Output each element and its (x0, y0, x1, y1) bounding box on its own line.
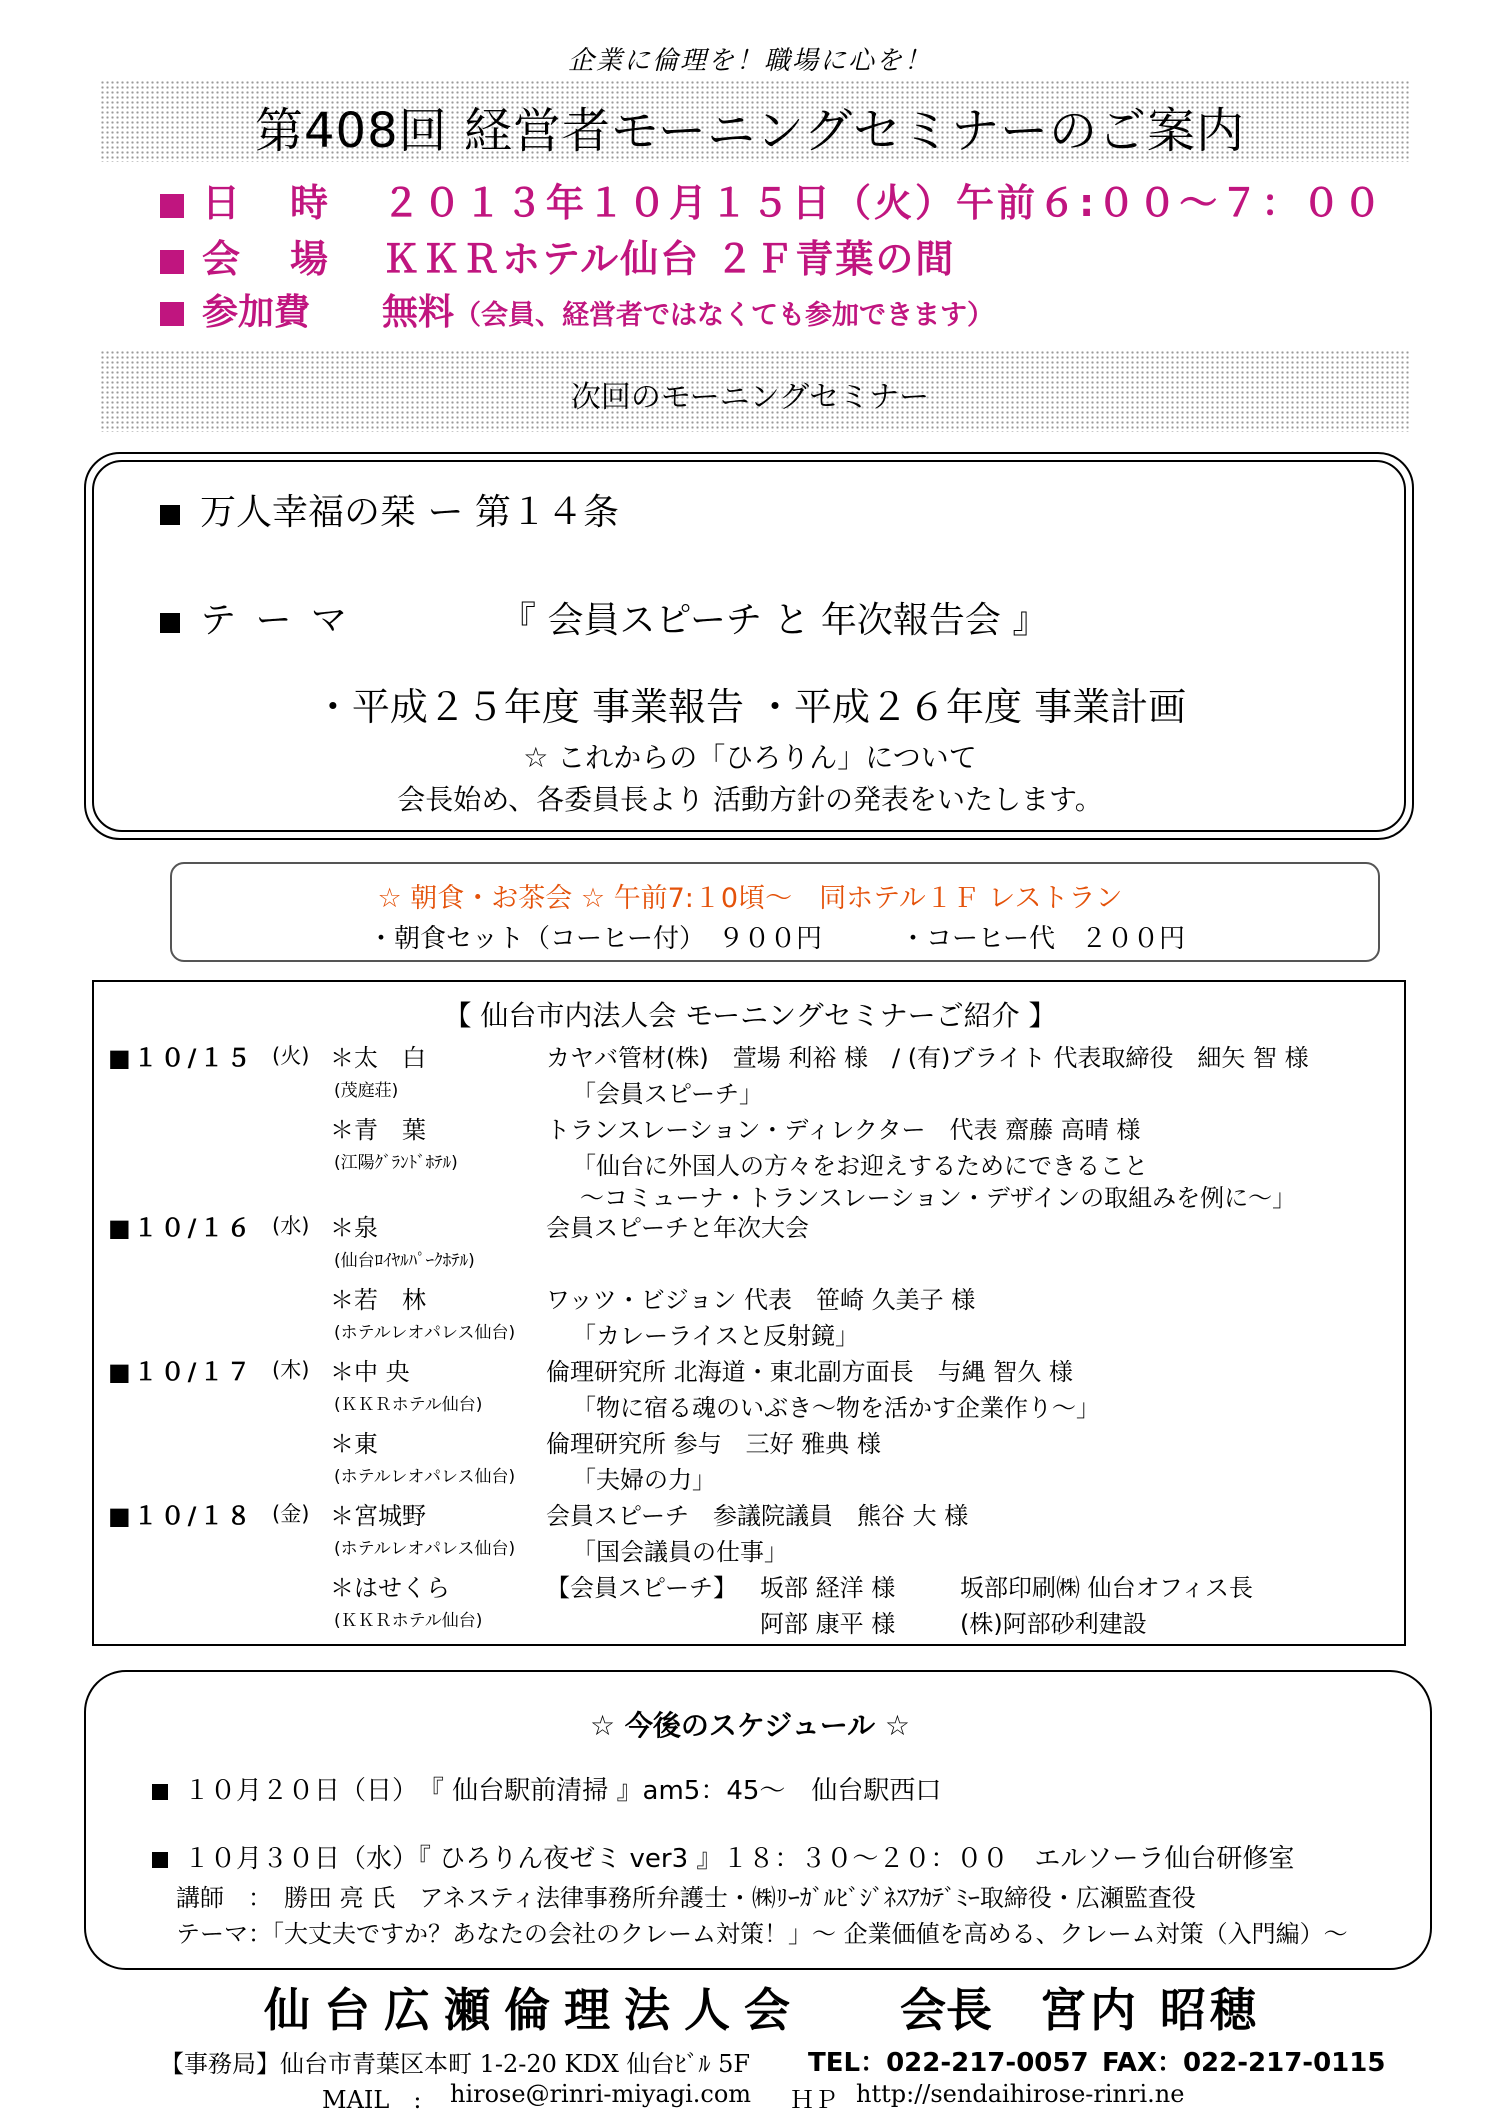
announce-line: 会長始め、各委員長より 活動方針の発表をいたします。 (397, 783, 1103, 816)
bullet-square-icon (160, 194, 184, 218)
schedule-title: ☆ 今後のスケジュール ☆ (589, 1709, 911, 1742)
schedule-item-2: １０月３０日（水）『 ひろりん夜ゼミ ver3 』１８：３０～２０：００ エルソーラ仙台研修室 (152, 1838, 1294, 1875)
seminar-topic: 「国会議員の仕事」 (572, 1538, 788, 1566)
seminar-date: ■１０/１７ (108, 1358, 254, 1386)
bullet-square-icon (152, 1784, 168, 1800)
seminar-speaker: 倫理研究所 北海道・東北副方面長 与縄 智久 様 (546, 1358, 1073, 1386)
seminar-name: ＊東 (330, 1430, 378, 1458)
seminar-topic: 「仙台に外国人の方々をお迎えするためにできること (572, 1152, 1148, 1180)
breakfast-item-set: ・朝食セット（コーヒー付） ９００円 (368, 924, 822, 954)
breakfast-heading: ☆ 朝食・お茶会 ☆ 午前7:１0頃～ 同ホテル１Ｆ レストラン (377, 883, 1123, 914)
reports-line: ・平成２５年度 事業報告 ・平成２６年度 事業計画 (313, 685, 1187, 729)
seminar-speaker: カヤバ管材(株) 萱場 利裕 様 / (有)ブライト 代表取締役 細矢 智 様 (546, 1044, 1309, 1072)
venue-line: 会 場 ＫＫＲホテル仙台 ２Ｆ青葉の間 (160, 228, 955, 283)
hp-label: ＨＰ (790, 2086, 838, 2114)
seminar-topic: 「物に宿る魂のいぶき～物を活かす企業作り～」 (572, 1394, 1100, 1422)
seminar-date: ■１０/１６ (108, 1214, 254, 1242)
speaker-1-org: 坂部印刷㈱ 仙台オフィス長 (960, 1574, 1253, 1602)
seminar-name: ＊宮城野 (330, 1502, 426, 1530)
bullet-square-icon (160, 250, 184, 274)
slogan: 企業に倫理を！職場に心を！ (567, 46, 932, 76)
theme-line: テ ー マ 『 会員スピーチ と 年次報告会 』 (160, 592, 1048, 643)
seminar-weekday: (水) (272, 1214, 310, 1238)
seminar-list-title: 【 仙台市内法人会 モーニングセミナーご紹介 】 (443, 999, 1057, 1032)
schedule-lecturer: 講師 ： 勝田 亮 氏 アネスティ法律事務所弁護士・㈱ﾘｰｶﾞﾙﾋﾞｼﾞﾈｽｱｶﾃﾞﾐｰ取締役・広瀬監査役 (176, 1884, 1196, 1912)
schedule-item-1: １０月２０日（日） 『 仙台駅前清掃 』am5：45～ 仙台駅西口 (152, 1770, 941, 1807)
seminar-speaker: 会員スピーチ 参議院議員 熊谷 大 様 (546, 1502, 969, 1530)
seminar-speaker: ワッツ・ビジョン 代表 笹崎 久美子 様 (546, 1286, 976, 1314)
office-fax: FAX：022-217-0115 (1102, 2048, 1386, 2078)
president-label: 会長 (900, 1983, 992, 2037)
seminar-topic-cont: ～コミューナ・トランスレーション・デザインの取組みを例に～」 (580, 1184, 1297, 1212)
seminar-venue: (ＫＫＲホテル仙台) (334, 1611, 483, 1631)
seminar-name: ＊泉 (330, 1214, 378, 1242)
seminar-weekday: (木) (272, 1358, 310, 1382)
speech-label: 【会員スピーチ】 (546, 1574, 738, 1602)
speaker-1: 坂部 経洋 様 (760, 1574, 896, 1602)
seminar-venue: (江陽ｸﾞﾗﾝﾄﾞﾎﾃﾙ) (334, 1153, 458, 1173)
seminar-topic: 「夫婦の力」 (572, 1466, 716, 1494)
seminar-venue: (ホテルレオパレス仙台) (334, 1323, 516, 1343)
speaker-2-org: (株)阿部砂利建設 (960, 1610, 1147, 1638)
schedule-theme: テーマ：「大丈夫ですか？あなたの会社のクレーム対策！」～ 企業価値を高める、クレーム対策（入門編）～ (176, 1920, 1348, 1948)
seminar-name: ＊青 葉 (330, 1116, 426, 1144)
office-tel: TEL：022-217-0057 (808, 2048, 1089, 2078)
mail-label: MAIL : (322, 2086, 422, 2114)
org-name: 仙台広瀬倫理法人会 (264, 1983, 804, 2037)
seminar-venue: (ＫＫＲホテル仙台) (334, 1395, 483, 1415)
hp-link[interactable]: http://sendaihirose-rinri.ne (856, 2080, 1185, 2108)
seminar-speaker: 倫理研究所 参与 三好 雅典 様 (546, 1430, 881, 1458)
seminar-venue: (仙台ﾛｲﾔﾙﾊﾟｰｸﾎﾃﾙ) (334, 1251, 475, 1271)
next-seminar-heading: 次回のモーニングセミナー (570, 380, 930, 415)
office-address: 【事務局】仙台市青葉区本町 1-2-20 KDX 仙台ﾋﾞﾙ 5F (160, 2050, 750, 2078)
seminar-date: ■１０/１８ (108, 1502, 254, 1530)
bullet-square-icon (160, 505, 180, 525)
page-title: 第408回 経営者モーニングセミナーのご案内 (255, 103, 1245, 159)
seminar-venue: (茂庭荘) (334, 1081, 399, 1101)
seminar-name: ＊若 林 (330, 1286, 426, 1314)
speaker-2: 阿部 康平 様 (760, 1610, 896, 1638)
seminar-venue: (ホテルレオパレス仙台) (334, 1539, 516, 1559)
seminar-weekday: (火) (272, 1044, 310, 1068)
president-name: 宮内 昭穂 (1040, 1983, 1261, 2037)
seminar-name: ＊中 央 (330, 1358, 410, 1386)
seminar-name: ＊はせくら (330, 1574, 450, 1602)
seminar-venue: (ホテルレオパレス仙台) (334, 1467, 516, 1487)
bullet-square-icon (160, 302, 184, 326)
breakfast-item-coffee: ・コーヒー代 ２００円 (900, 924, 1185, 954)
seminar-topic: 「カレーライスと反射鏡」 (572, 1322, 860, 1350)
note-line: ☆ これからの「ひろりん」について (523, 741, 977, 774)
bullet-square-icon (160, 613, 180, 633)
seminar-date: ■１０/１５ (108, 1044, 254, 1072)
seminar-weekday: (金) (272, 1502, 310, 1526)
seminar-topic: 「会員スピーチ」 (572, 1080, 764, 1108)
fee-line: 参加費 無料（会員、経営者ではなくても参加できます） (160, 284, 994, 335)
article-line: 万人幸福の栞 ー 第１４条 (160, 484, 619, 535)
mail-link[interactable]: hirose@rinri-miyagi.com (450, 2080, 752, 2108)
bullet-square-icon (152, 1852, 168, 1868)
seminar-speaker: 会員スピーチと年次大会 (546, 1214, 810, 1242)
seminar-name: ＊太 白 (330, 1044, 426, 1072)
seminar-speaker: トランスレーション・ディレクター 代表 齋藤 高晴 様 (546, 1116, 1141, 1144)
datetime-line: 日 時 ２０１３年１０月１５日（火）午前６:００～７：００ (160, 172, 1384, 227)
